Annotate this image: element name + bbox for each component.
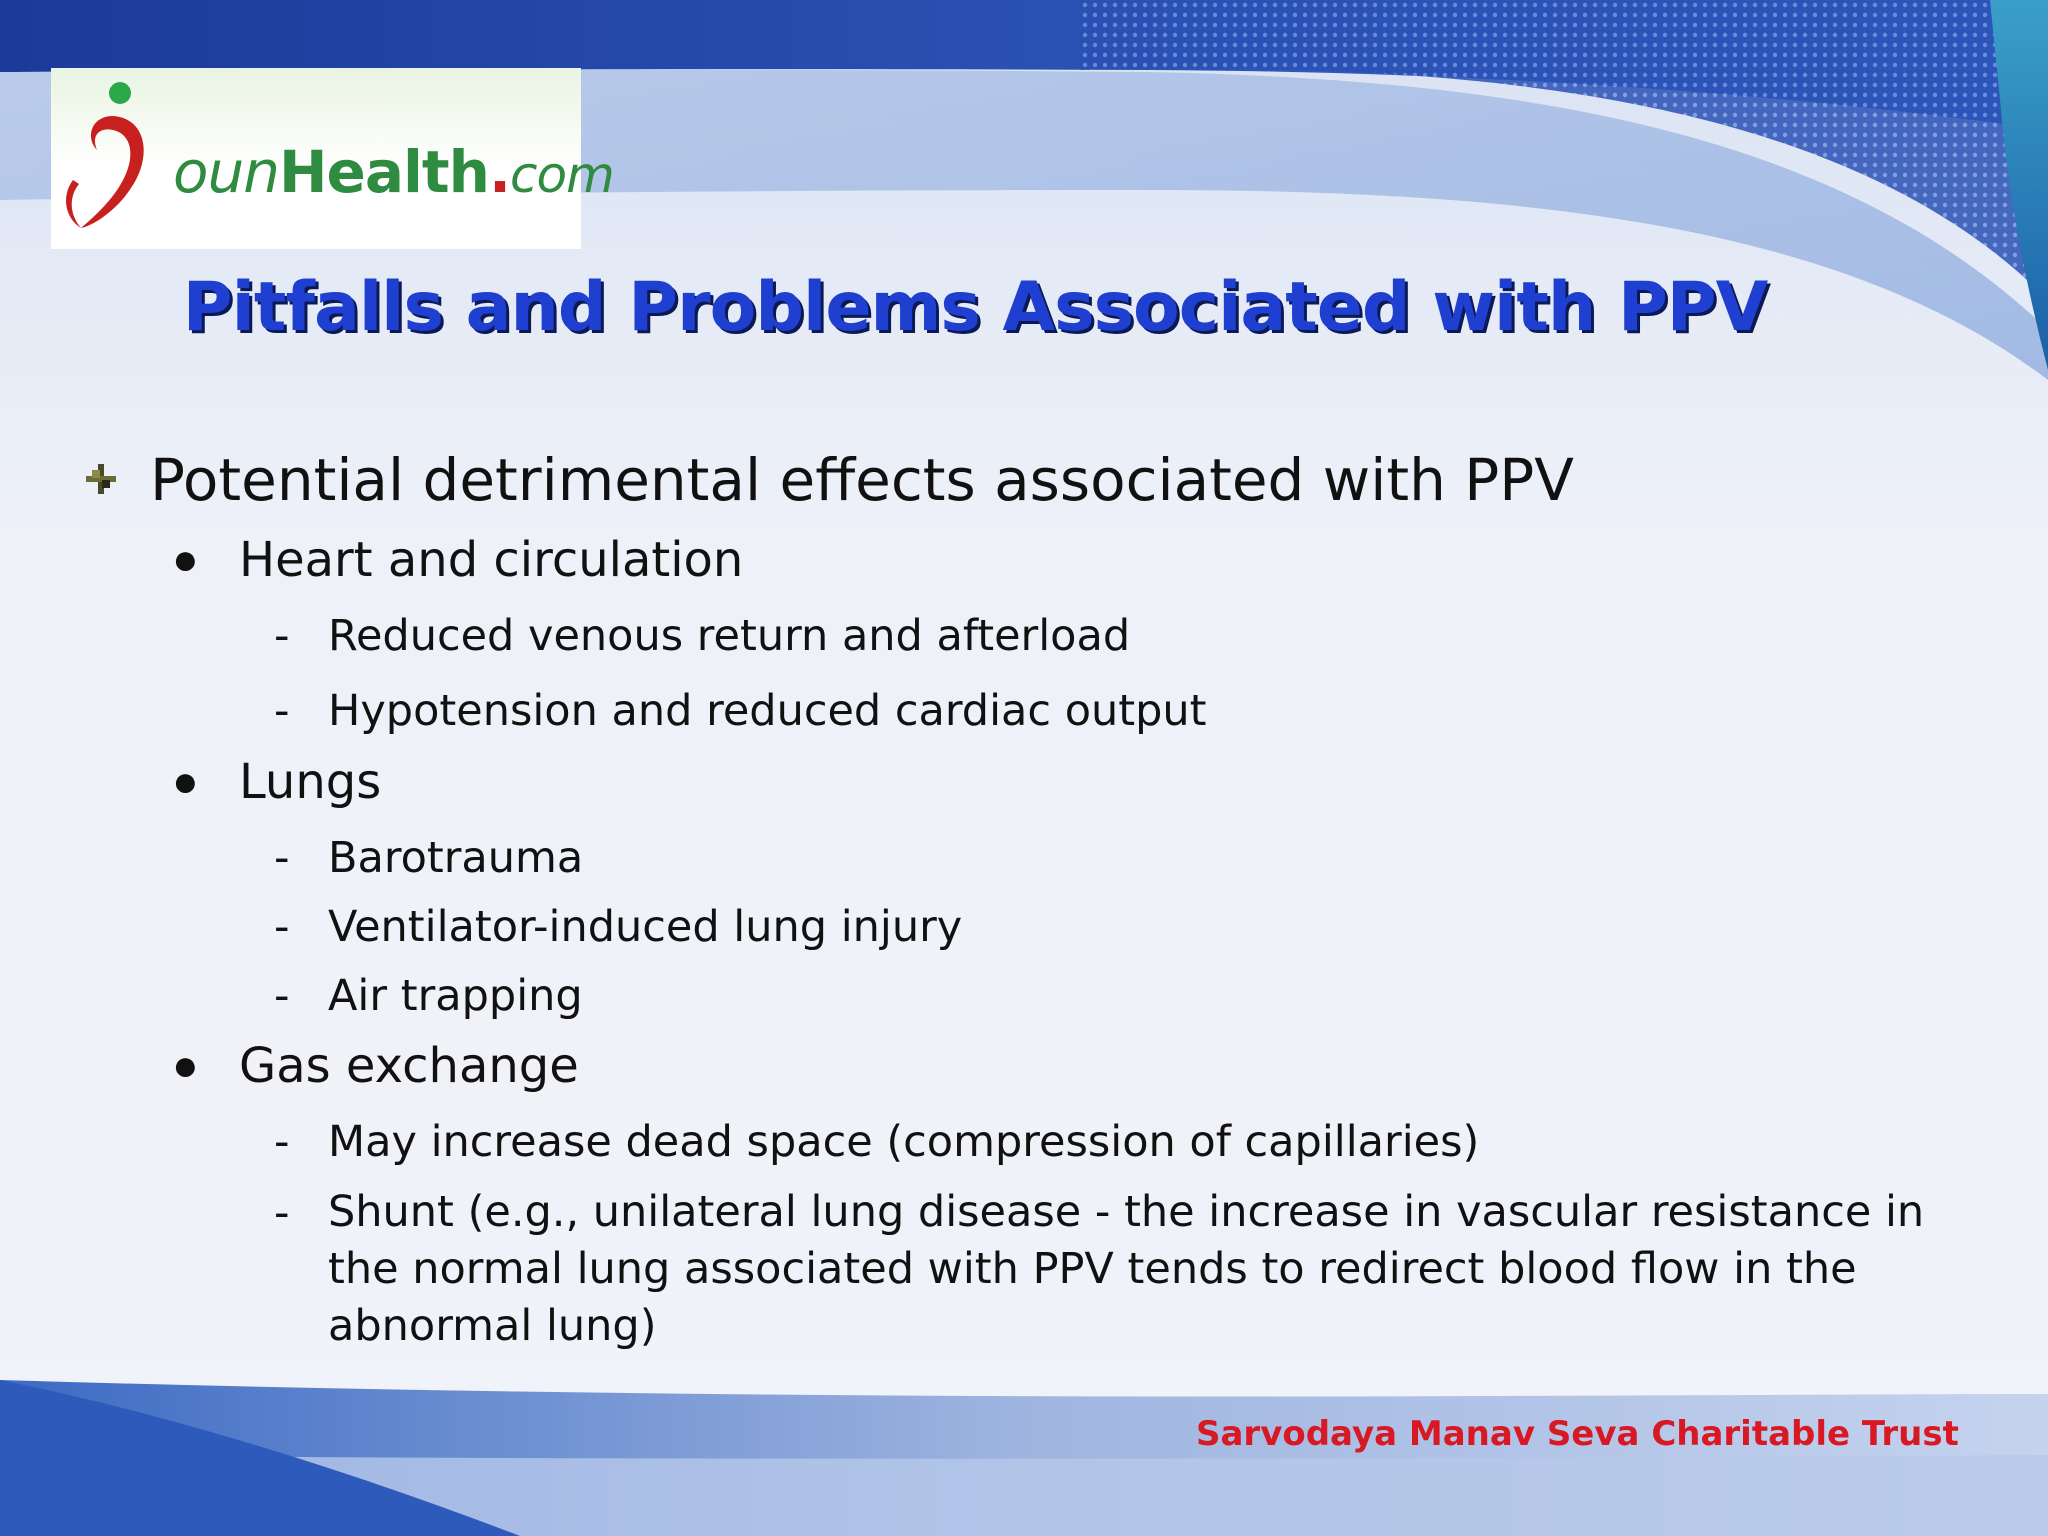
section-label: Gas exchange [239,1038,579,1094]
list-item: Air trapping [328,971,583,1021]
dash-marker: - [274,1117,290,1167]
dash-marker: - [274,686,290,736]
dash-marker: - [274,902,290,952]
list-item: Hypotension and reduced cardiac output [328,686,1207,736]
dash-marker: - [274,971,290,1021]
footer-organization: Sarvodaya Manav Seva Charitable Trust [1196,1414,1959,1454]
dash-marker: - [274,611,290,661]
bullet-dot-icon: ● [172,535,199,584]
list-item: Reduced venous return and afterload [328,611,1131,661]
logo-wordmark: ounHealth.com [173,138,614,206]
list-item: Shunt (e.g., unilateral lung disease - the increase in vascular resistance in the normal lung associated with PPV tends to redirect blood flow in the abnormal lung) [328,1187,1925,1351]
section-label: Lungs [239,754,382,810]
dash-marker: - [274,1188,290,1238]
slide-title: Pitfalls and Problems Associated with PPV [182,268,1768,347]
list-item: May increase dead space (compression of capillaries) [328,1117,1480,1167]
bullet-dot-icon: ● [172,1041,199,1090]
list-item: Ventilator-induced lung injury [328,902,963,952]
bullet-dot-icon: ● [172,757,199,806]
list-item: Barotrauma [328,833,584,883]
section-label: Heart and circulation [239,532,744,588]
main-bullet-text: Potential detrimental effects associated with PPV [150,446,1574,514]
bullet-arrow-icon [84,462,118,496]
logo [51,68,614,249]
dash-marker: - [274,833,290,883]
